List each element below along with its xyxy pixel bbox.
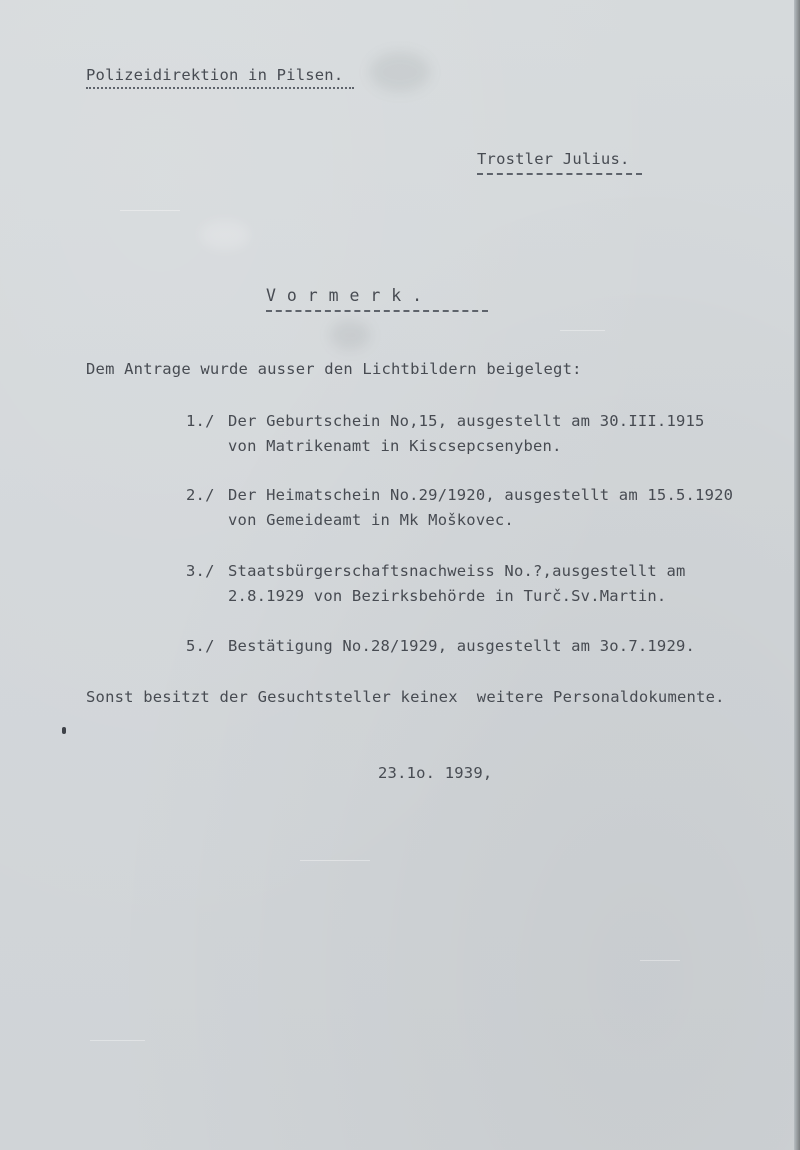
- item-line: Der Geburtschein No,15, ausgestellt am 30.III.1915: [228, 412, 705, 430]
- item-line: von Matrikenamt in Kiscsepcsenyben.: [228, 437, 562, 455]
- document-date: 23.1o. 1939,: [378, 764, 493, 782]
- title-underline: [266, 310, 488, 312]
- authority-underline: [86, 87, 354, 89]
- intro-text: Dem Antrage wurde ausser den Lichtbildern beigelegt:: [86, 360, 582, 378]
- document-title: V o r m e r k .: [266, 286, 423, 305]
- item-line: Bestätigung No.28/1929, ausgestellt am 3o.7.1929.: [228, 637, 696, 655]
- ink-smudge: [370, 52, 430, 92]
- ink-smudge: [330, 320, 370, 350]
- item-number: 5./: [186, 637, 215, 655]
- name-underline: [477, 173, 642, 175]
- person-name: Trostler Julius.: [477, 150, 630, 168]
- authority-header: Polizeidirektion in Pilsen.: [86, 66, 344, 84]
- paper-fiber: [90, 1040, 145, 1041]
- item-line: von Gemeideamt in Mk Moškovec.: [228, 511, 514, 529]
- closing-text: Sonst besitzt der Gesuchtsteller keinex weitere Personaldokumente.: [86, 688, 725, 706]
- paper-fiber: [560, 330, 605, 331]
- paper-fiber: [300, 860, 370, 861]
- ink-dot: [62, 727, 66, 734]
- item-line: Staatsbürgerschaftsnachweiss No.?,ausgestellt am: [228, 562, 686, 580]
- paper-stain: [200, 220, 250, 250]
- paper-fiber: [640, 960, 680, 961]
- paper-fiber: [120, 210, 180, 211]
- page-edge: [794, 0, 800, 1150]
- item-number: 2./: [186, 486, 215, 504]
- item-number: 3./: [186, 562, 215, 580]
- item-line: 2.8.1929 von Bezirksbehörde in Turč.Sv.Martin.: [228, 587, 667, 605]
- item-line: Der Heimatschein No.29/1920, ausgestellt am 15.5.1920: [228, 486, 734, 504]
- item-number: 1./: [186, 412, 215, 430]
